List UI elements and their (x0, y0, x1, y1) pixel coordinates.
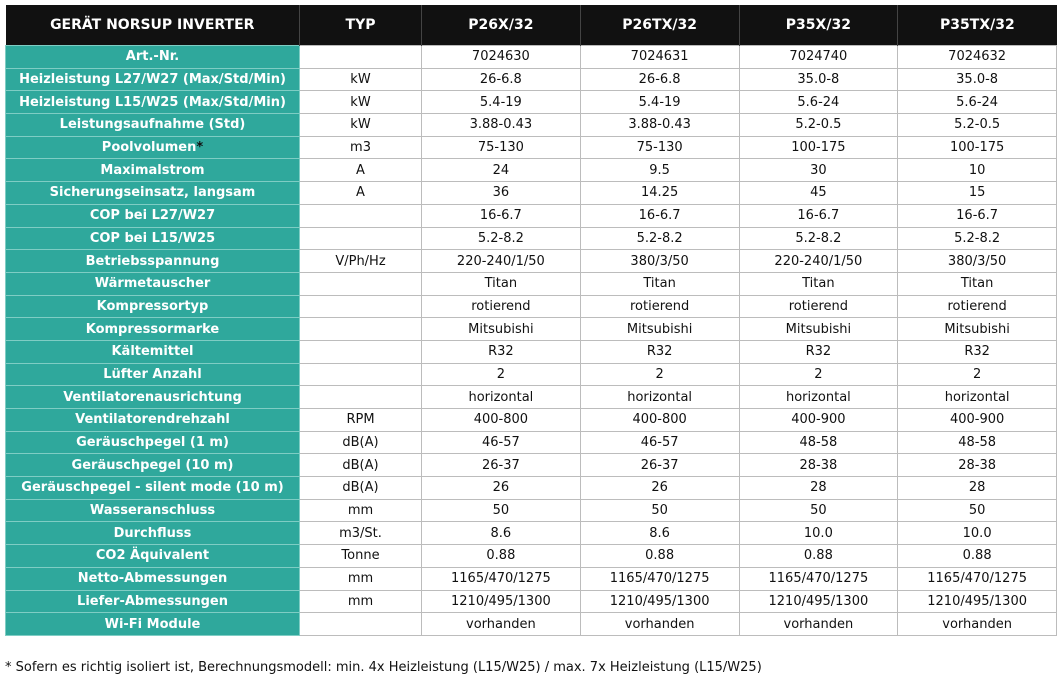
row-value: 3.88-0.43 (580, 114, 739, 137)
table-row (6, 409, 1057, 432)
row-value: 380/3/50 (898, 250, 1057, 273)
row-value: 1210/495/1300 (580, 590, 739, 613)
row-value: 2 (898, 363, 1057, 386)
row-value: 5.2-0.5 (739, 114, 898, 137)
row-value: 16-6.7 (898, 204, 1057, 227)
row-label: Ventilatorenausrichtung (63, 389, 242, 405)
row-label-cell (6, 409, 300, 432)
row-label-cell (6, 159, 300, 182)
row-unit: mm (300, 499, 422, 522)
row-value: vorhanden (898, 613, 1057, 636)
row-value: 1165/470/1275 (580, 567, 739, 590)
row-label-cell (6, 477, 300, 500)
row-value: 36 (422, 182, 581, 205)
row-value: 26 (422, 477, 581, 500)
row-value: 5.2-8.2 (739, 227, 898, 250)
row-value: 5.2-8.2 (422, 227, 581, 250)
row-label-cell (6, 499, 300, 522)
row-label-cell (6, 295, 300, 318)
row-value: 5.4-19 (422, 91, 581, 114)
row-value: 9.5 (580, 159, 739, 182)
row-label: Liefer-Abmessungen (77, 593, 228, 609)
row-label: Geräuschpegel - silent mode (10 m) (21, 480, 284, 496)
row-value: 220-240/1/50 (739, 250, 898, 273)
row-value: 16-6.7 (739, 204, 898, 227)
row-value: 1210/495/1300 (422, 590, 581, 613)
row-value: 14.25 (580, 182, 739, 205)
row-value: 2 (739, 363, 898, 386)
row-label: Kältemittel (111, 344, 194, 360)
row-unit: dB(A) (300, 454, 422, 477)
row-label: CO2 Äquivalent (95, 548, 210, 564)
row-label: Lüfter Anzahl (103, 366, 202, 382)
row-label: Netto-Abmessungen (77, 571, 228, 587)
row-value: 35.0-8 (898, 68, 1057, 91)
table-row (6, 477, 1057, 500)
row-value: 0.88 (580, 545, 739, 568)
row-value: 0.88 (739, 545, 898, 568)
row-label-cell (6, 340, 300, 363)
row-value: 5.2-8.2 (580, 227, 739, 250)
row-label: Art.-Nr. (125, 49, 180, 65)
row-value: horizontal (580, 386, 739, 409)
row-label-cell (6, 46, 300, 69)
row-unit (300, 386, 422, 409)
row-label-cell (6, 613, 300, 636)
row-unit: A (300, 182, 422, 205)
row-unit: mm (300, 567, 422, 590)
row-label: Wasseranschluss (89, 503, 216, 519)
row-value: 5.2-0.5 (898, 114, 1057, 137)
row-label-cell (6, 545, 300, 568)
row-value: Mitsubishi (739, 318, 898, 341)
table-row (6, 159, 1057, 182)
row-value: vorhanden (422, 613, 581, 636)
header-model-p35tx: P35TX/32 (898, 5, 1057, 46)
row-unit: mm (300, 590, 422, 613)
row-unit (300, 363, 422, 386)
row-value: 48-58 (898, 431, 1057, 454)
row-value: 7024632 (898, 46, 1057, 69)
table-row (6, 431, 1057, 454)
row-value: 26 (580, 477, 739, 500)
row-label-cell (6, 318, 300, 341)
row-value: 380/3/50 (580, 250, 739, 273)
row-value: 26-37 (422, 454, 581, 477)
row-value: 5.4-19 (580, 91, 739, 114)
row-value: rotierend (898, 295, 1057, 318)
spec-table-container (5, 5, 1056, 636)
row-label-cell (6, 431, 300, 454)
row-value: 75-130 (580, 136, 739, 159)
row-value: 26-37 (580, 454, 739, 477)
table-row (6, 114, 1057, 137)
row-value: 7024740 (739, 46, 898, 69)
row-label: Ventilatorendrehzahl (75, 412, 230, 428)
row-value: R32 (580, 340, 739, 363)
row-label: Sicherungseinsatz, langsam (49, 185, 256, 201)
row-value: 5.6-24 (898, 91, 1057, 114)
row-label: Poolvolumen (101, 140, 197, 156)
row-label-cell (6, 454, 300, 477)
row-value: 1165/470/1275 (739, 567, 898, 590)
row-label-cell (6, 522, 300, 545)
row-value: 3.88-0.43 (422, 114, 581, 137)
row-value: rotierend (739, 295, 898, 318)
row-label: Maximalstrom (100, 162, 205, 178)
row-value: 1165/470/1275 (422, 567, 581, 590)
row-label: Betriebsspannung (85, 253, 220, 269)
row-label-cell (6, 136, 300, 159)
footnote-marker: * (196, 140, 204, 156)
row-value: 28 (898, 477, 1057, 500)
row-value: 75-130 (422, 136, 581, 159)
row-label: Wi-Fi Module (104, 616, 201, 632)
row-unit (300, 272, 422, 295)
row-unit: RPM (300, 409, 422, 432)
row-value: 400-900 (739, 409, 898, 432)
table-row (6, 136, 1057, 159)
row-label-cell (6, 250, 300, 273)
row-label: Kompressortyp (96, 298, 209, 314)
header-model-p26x: P26X/32 (422, 5, 581, 46)
row-value: 1165/470/1275 (898, 567, 1057, 590)
row-value: Titan (898, 272, 1057, 295)
row-label: COP bei L27/W27 (89, 208, 216, 224)
table-row (6, 522, 1057, 545)
table-row (6, 545, 1057, 568)
row-label-cell (6, 114, 300, 137)
row-unit (300, 46, 422, 69)
row-label: COP bei L15/W25 (89, 230, 216, 246)
row-value: Mitsubishi (422, 318, 581, 341)
row-value: vorhanden (739, 613, 898, 636)
row-unit: kW (300, 91, 422, 114)
row-unit: Tonne (300, 545, 422, 568)
row-unit (300, 204, 422, 227)
row-unit: m3 (300, 136, 422, 159)
row-value: 1210/495/1300 (898, 590, 1057, 613)
row-value: Titan (422, 272, 581, 295)
row-value: 45 (739, 182, 898, 205)
row-value: R32 (898, 340, 1057, 363)
row-value: Titan (739, 272, 898, 295)
row-value: 50 (898, 499, 1057, 522)
row-value: 46-57 (422, 431, 581, 454)
row-label: Heizleistung L15/W25 (Max/Std/Min) (19, 94, 286, 110)
row-value: 8.6 (580, 522, 739, 545)
row-label-cell (6, 182, 300, 205)
row-label-cell (6, 91, 300, 114)
row-unit (300, 318, 422, 341)
row-value: 100-175 (739, 136, 898, 159)
row-unit: kW (300, 114, 422, 137)
row-value: 50 (422, 499, 581, 522)
header-model-p26tx: P26TX/32 (580, 5, 739, 46)
row-unit (300, 227, 422, 250)
table-row (6, 68, 1057, 91)
table-row (6, 46, 1057, 69)
row-label: Geräuschpegel (1 m) (76, 435, 229, 451)
table-row (6, 613, 1057, 636)
row-value: 48-58 (739, 431, 898, 454)
row-value: 10.0 (898, 522, 1057, 545)
row-value: 28 (739, 477, 898, 500)
row-value: 220-240/1/50 (422, 250, 581, 273)
row-value: 400-800 (422, 409, 581, 432)
table-row (6, 227, 1057, 250)
table-row (6, 250, 1057, 273)
row-value: 30 (739, 159, 898, 182)
row-value: 50 (739, 499, 898, 522)
table-row (6, 340, 1057, 363)
row-label-cell (6, 386, 300, 409)
row-value: horizontal (898, 386, 1057, 409)
table-row (6, 91, 1057, 114)
table-row (6, 318, 1057, 341)
row-value: R32 (422, 340, 581, 363)
table-row (6, 386, 1057, 409)
row-value: 26-6.8 (422, 68, 581, 91)
header-model-p35x: P35X/32 (739, 5, 898, 46)
row-value: 16-6.7 (422, 204, 581, 227)
table-row (6, 182, 1057, 205)
row-value: vorhanden (580, 613, 739, 636)
table-header-row (6, 5, 1057, 46)
row-label-cell (6, 204, 300, 227)
row-label-cell (6, 272, 300, 295)
row-label-cell (6, 567, 300, 590)
row-value: 10.0 (739, 522, 898, 545)
row-unit: dB(A) (300, 431, 422, 454)
row-value: 50 (580, 499, 739, 522)
row-value: horizontal (422, 386, 581, 409)
row-value: horizontal (739, 386, 898, 409)
row-value: 24 (422, 159, 581, 182)
row-value: 28-38 (739, 454, 898, 477)
row-label-cell (6, 227, 300, 250)
row-value: 400-800 (580, 409, 739, 432)
row-label: Wärmetauscher (94, 276, 211, 292)
table-row (6, 363, 1057, 386)
row-value: 2 (422, 363, 581, 386)
row-value: 16-6.7 (580, 204, 739, 227)
table-body (6, 46, 1057, 636)
row-value: rotierend (580, 295, 739, 318)
row-value: 0.88 (898, 545, 1057, 568)
row-value: R32 (739, 340, 898, 363)
row-value: 10 (898, 159, 1057, 182)
row-unit: dB(A) (300, 477, 422, 500)
row-value: 1210/495/1300 (739, 590, 898, 613)
row-unit: V/Ph/Hz (300, 250, 422, 273)
spec-table (5, 5, 1057, 636)
row-unit (300, 295, 422, 318)
row-value: 15 (898, 182, 1057, 205)
row-label: Kompressormarke (85, 321, 220, 337)
row-value: 35.0-8 (739, 68, 898, 91)
table-row (6, 272, 1057, 295)
table-row (6, 454, 1057, 477)
row-value: 0.88 (422, 545, 581, 568)
row-value: 26-6.8 (580, 68, 739, 91)
row-value: 5.2-8.2 (898, 227, 1057, 250)
row-value: Mitsubishi (580, 318, 739, 341)
row-unit: kW (300, 68, 422, 91)
table-row (6, 567, 1057, 590)
header-device: GERÄT NORSUP INVERTER (6, 5, 300, 46)
row-value: 5.6-24 (739, 91, 898, 114)
row-value: 100-175 (898, 136, 1057, 159)
row-unit: m3/St. (300, 522, 422, 545)
table-row (6, 499, 1057, 522)
row-value: rotierend (422, 295, 581, 318)
table-row (6, 204, 1057, 227)
table-row (6, 590, 1057, 613)
row-value: 46-57 (580, 431, 739, 454)
row-unit: A (300, 159, 422, 182)
row-label-cell (6, 363, 300, 386)
row-label: Geräuschpegel (10 m) (71, 457, 234, 473)
row-value: 2 (580, 363, 739, 386)
row-value: Mitsubishi (898, 318, 1057, 341)
row-value: 8.6 (422, 522, 581, 545)
header-typ: TYP (300, 5, 422, 46)
row-value: 400-900 (898, 409, 1057, 432)
footnote: * Sofern es richtig isoliert ist, Berechnungsmodell: min. 4x Heizleistung (L15/W25) / max. 7x Heizleistung (L15/W25) (5, 660, 762, 675)
row-value: 28-38 (898, 454, 1057, 477)
table-row (6, 295, 1057, 318)
row-label: Heizleistung L27/W27 (Max/Std/Min) (19, 72, 286, 88)
row-unit (300, 340, 422, 363)
row-value: 7024631 (580, 46, 739, 69)
row-value: 7024630 (422, 46, 581, 69)
row-label: Durchfluss (113, 525, 192, 541)
row-unit (300, 613, 422, 636)
row-label-cell (6, 68, 300, 91)
row-label-cell (6, 590, 300, 613)
row-label: Leistungsaufnahme (Std) (59, 117, 246, 133)
row-value: Titan (580, 272, 739, 295)
